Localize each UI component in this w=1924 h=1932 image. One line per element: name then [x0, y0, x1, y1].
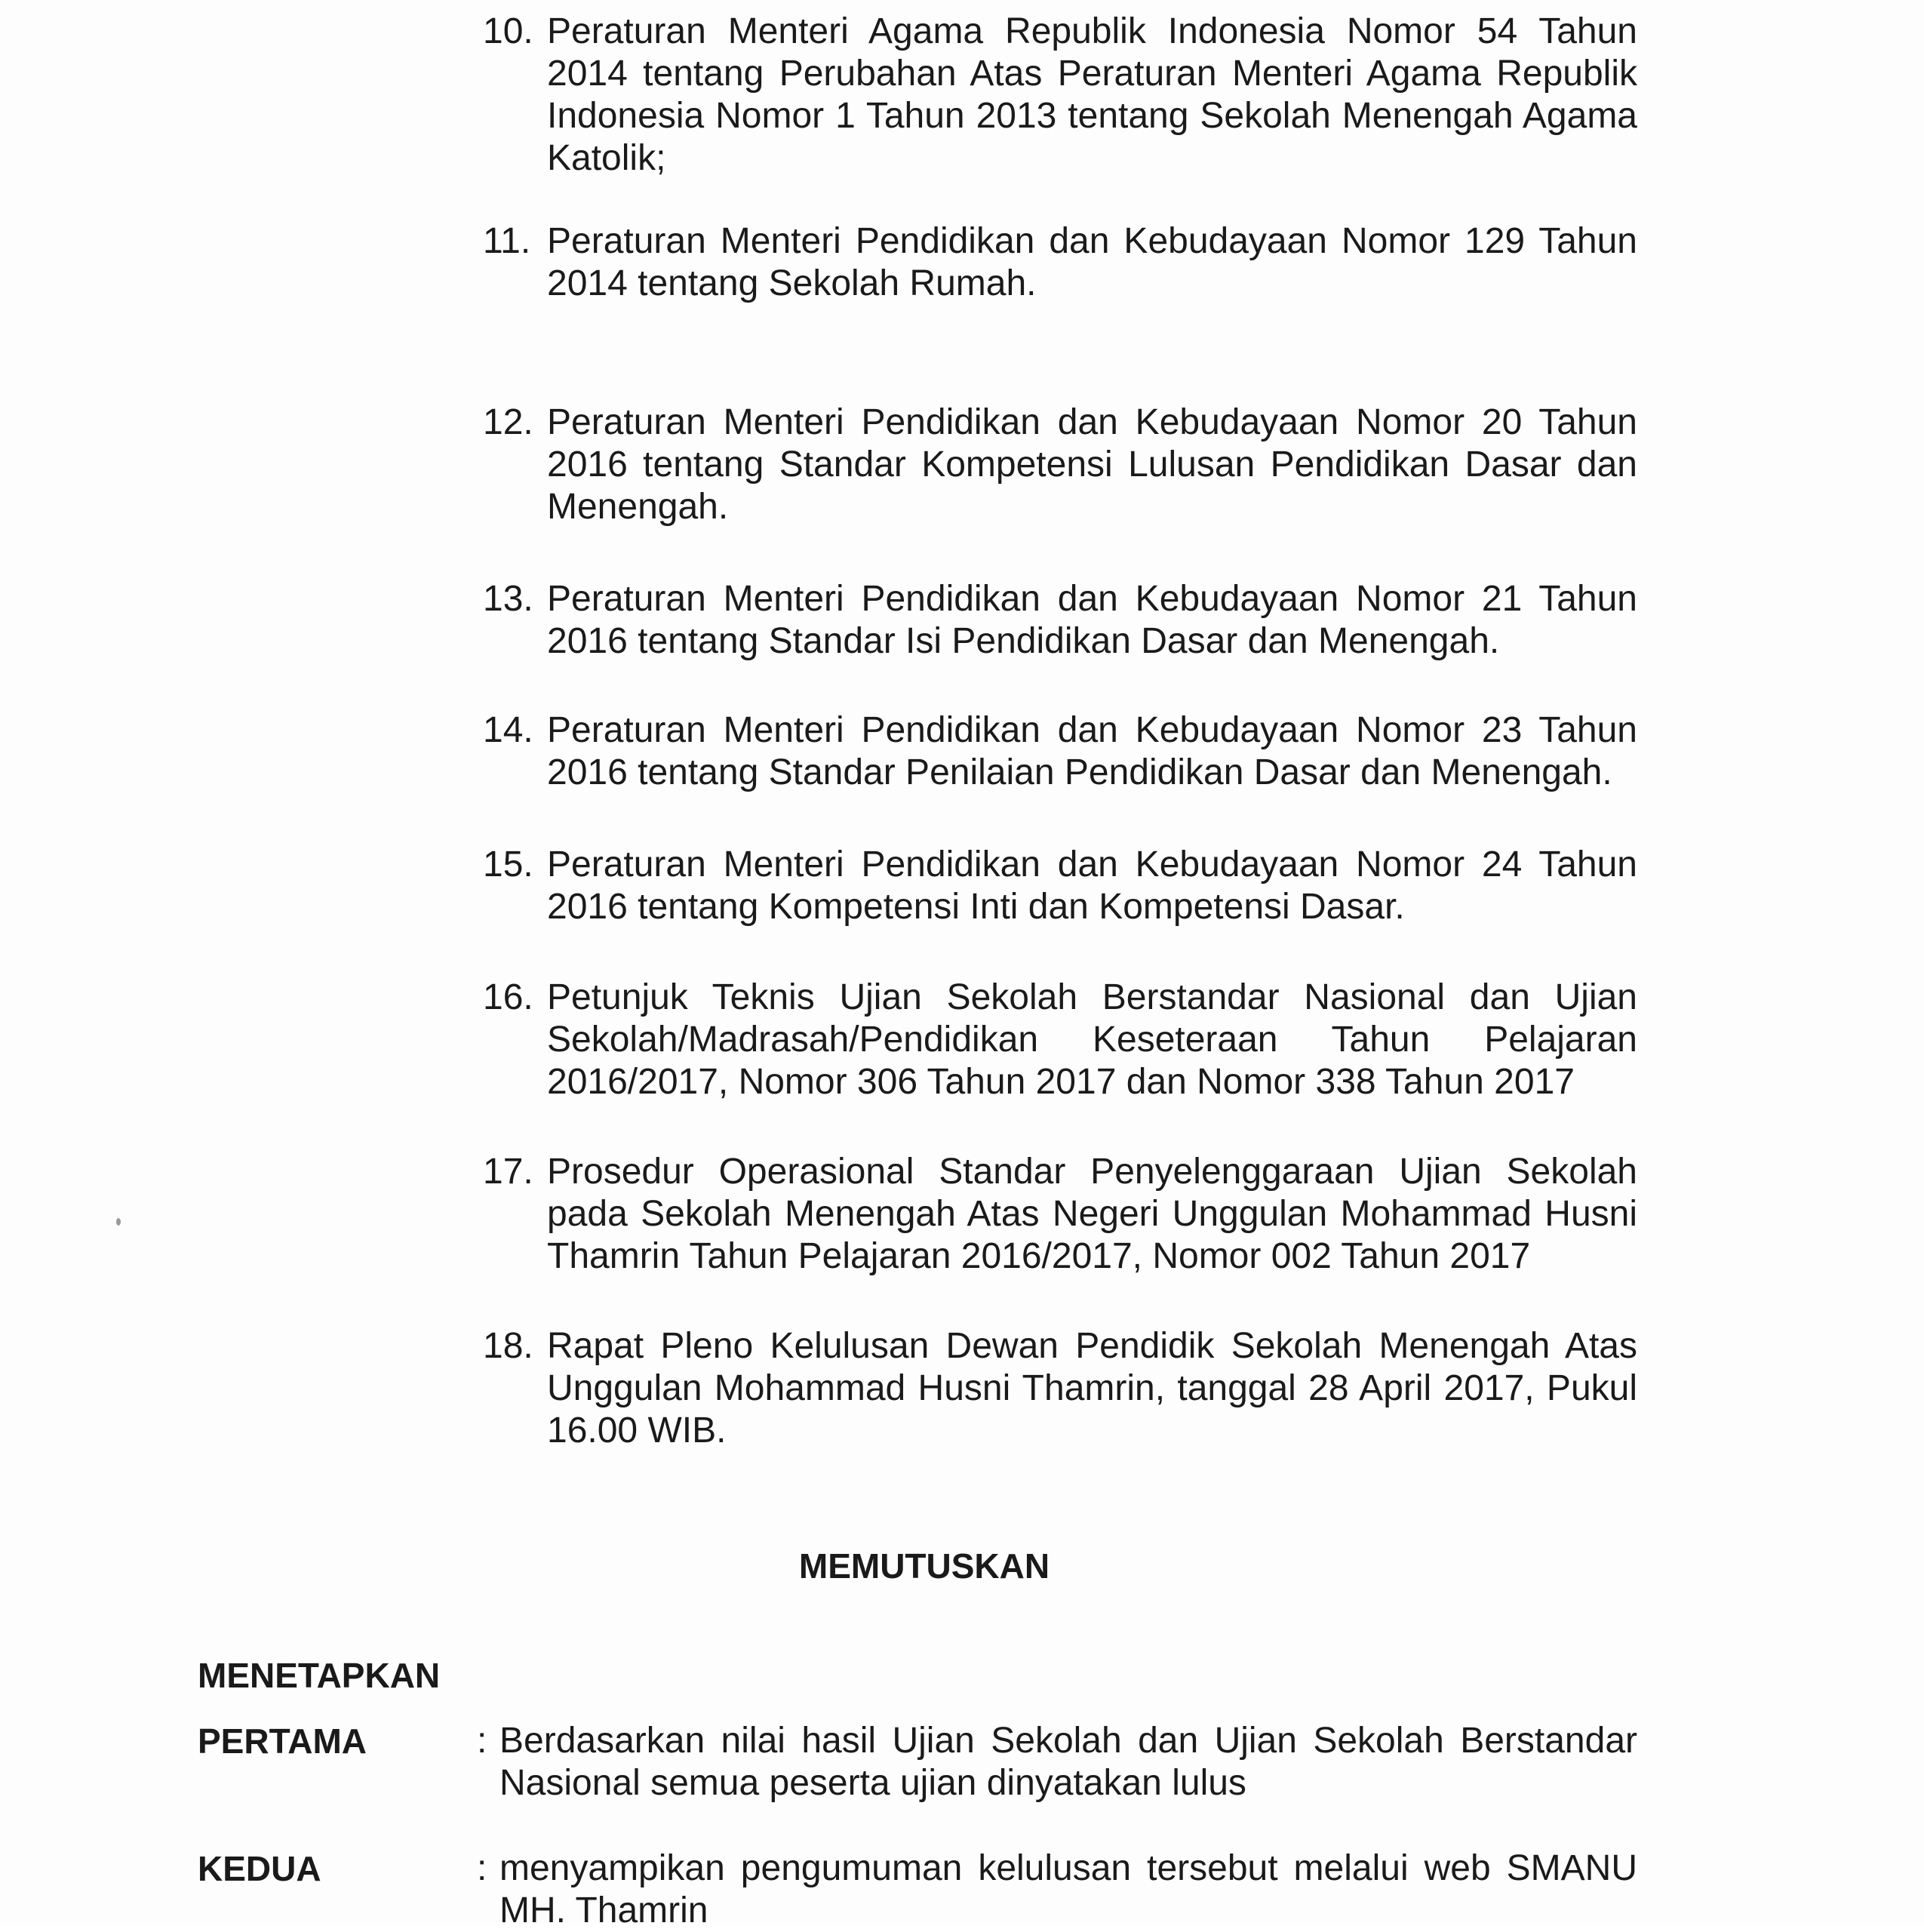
- item-number: 12.: [483, 402, 533, 442]
- item-number: 17.: [483, 1152, 533, 1192]
- consideration-item-17: [483, 1151, 1637, 1278]
- consideration-item-10: [483, 11, 1637, 180]
- item-number: 18.: [483, 1326, 533, 1366]
- decision-label: KEDUA: [198, 1849, 321, 1888]
- item-number: 10.: [483, 11, 533, 51]
- menetapkan-label: MENETAPKAN: [198, 1656, 441, 1695]
- item-text: Peraturan Menteri Pendidikan dan Kebudayaan Nomor 21 Tahun 2016 tentang Standar Isi Pendidikan Dasar dan Menengah.: [547, 579, 1637, 661]
- section-heading: MEMUTUSKAN: [798, 1546, 1050, 1586]
- consideration-item-11: [483, 220, 1637, 305]
- decision-pertama: [198, 1720, 1637, 1804]
- item-text: Peraturan Menteri Pendidikan dan Kebudayaan Nomor 129 Tahun 2014 tentang Sekolah Rumah.: [547, 221, 1637, 303]
- decision-colon: :: [477, 1721, 487, 1761]
- consideration-item-13: [483, 578, 1637, 663]
- item-text: Prosedur Operasional Standar Penyelenggaraan Ujian Sekolah pada Sekolah Menengah Atas Negeri Unggulan Mohammad Husni Thamrin Tahun Pelajaran 2016/2017, Nomor 002 Tahun 2017: [547, 1152, 1637, 1276]
- decision-text: menyampikan pengumuman kelulusan tersebut melalui web SMANU MH. Thamrin: [499, 1848, 1637, 1930]
- decision-kedua: [198, 1847, 1637, 1932]
- item-text: Peraturan Menteri Pendidikan dan Kebudayaan Nomor 23 Tahun 2016 tentang Standar Penilaian Pendidikan Dasar dan Menengah.: [547, 710, 1637, 792]
- consideration-item-16: [483, 977, 1637, 1103]
- item-number: 15.: [483, 844, 533, 884]
- decision-text: Berdasarkan nilai hasil Ujian Sekolah dan Ujian Sekolah Berstandar Nasional semua peserta ujian dinyatakan lulus: [499, 1721, 1637, 1803]
- item-text: Peraturan Menteri Pendidikan dan Kebudayaan Nomor 20 Tahun 2016 tentang Standar Kompetensi Lulusan Pendidikan Dasar dan Menengah.: [547, 402, 1637, 527]
- item-number: 16.: [483, 977, 533, 1017]
- item-text: Rapat Pleno Kelulusan Dewan Pendidik Sekolah Menengah Atas Unggulan Mohammad Husni Thamrin, tanggal 28 April 2017, Pukul 16.00 WIB.: [547, 1326, 1637, 1451]
- consideration-item-15: [483, 844, 1637, 928]
- item-text: Petunjuk Teknis Ujian Sekolah Berstandar Nasional dan Ujian Sekolah/Madrasah/Pendidikan Keseteraan Tahun Pelajaran 2016/2017, Nomor 306 Tahun 2017 dan Nomor 338 Tahun 2017: [547, 977, 1637, 1102]
- decision-colon: :: [477, 1848, 487, 1888]
- consideration-item-12: [483, 401, 1637, 528]
- item-text: Peraturan Menteri Pendidikan dan Kebudayaan Nomor 24 Tahun 2016 tentang Kompetensi Inti dan Kompetensi Dasar.: [547, 844, 1637, 927]
- consideration-item-18: [483, 1325, 1637, 1452]
- decision-label: PERTAMA: [198, 1721, 367, 1761]
- consideration-item-14: [483, 709, 1637, 794]
- scan-speck: [116, 1218, 121, 1226]
- item-number: 13.: [483, 579, 533, 619]
- item-number: 14.: [483, 710, 533, 750]
- item-text: Peraturan Menteri Agama Republik Indonesia Nomor 54 Tahun 2014 tentang Perubahan Atas Peraturan Menteri Agama Republik Indonesia Nomor 1 Tahun 2013 tentang Sekolah Menengah Agama Katolik;: [547, 11, 1637, 178]
- item-number: 11.: [483, 221, 531, 261]
